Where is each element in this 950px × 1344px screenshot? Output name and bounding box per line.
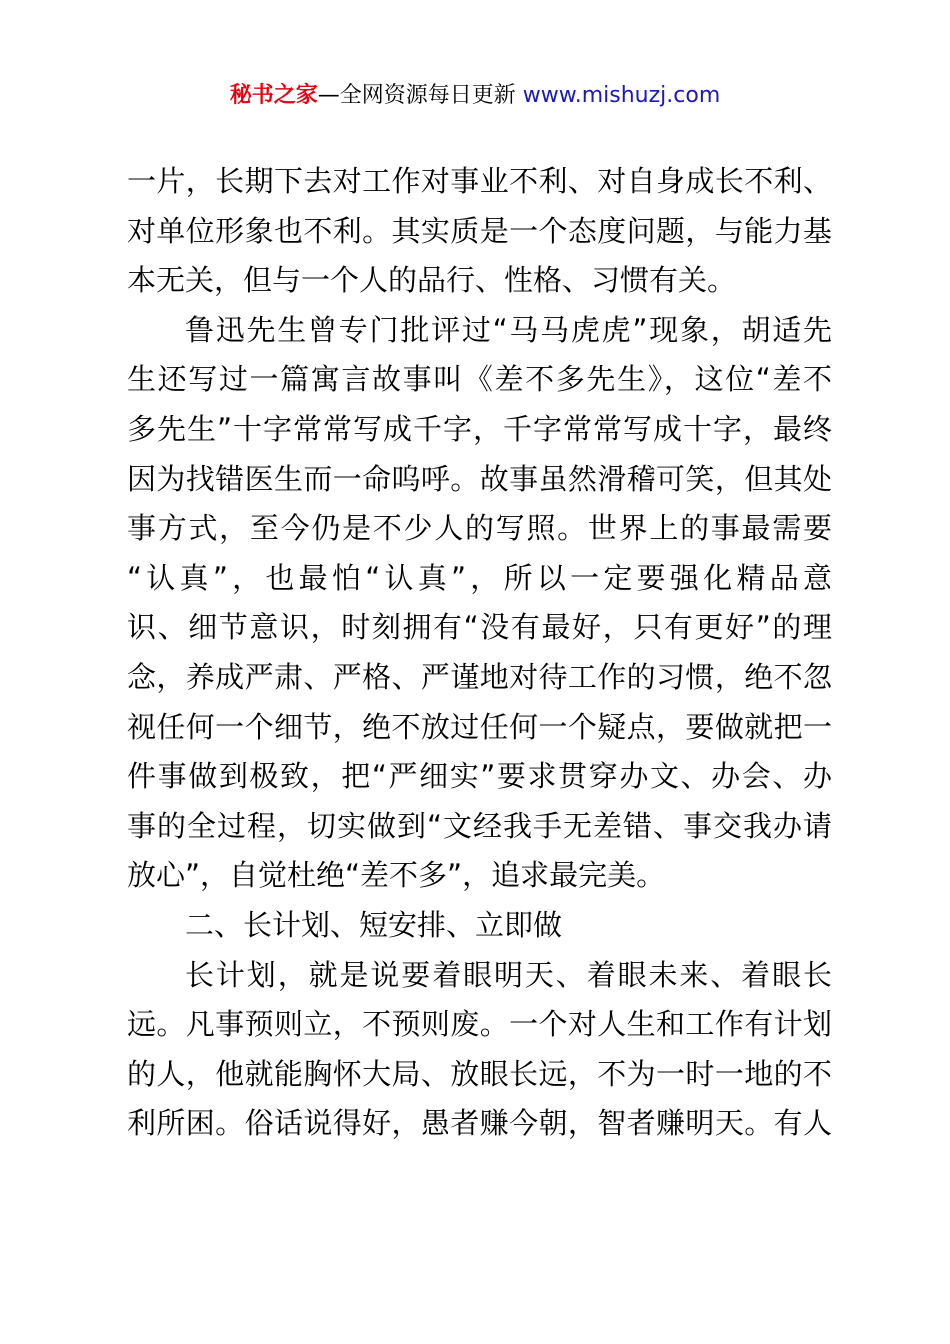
brand-name: 秘书之家	[229, 83, 318, 108]
header-tagline: —全网资源每日更新	[317, 83, 516, 108]
text-line: 因为找错医生而一命呜呼。故事虽然滑稽可笑，但其处	[127, 461, 832, 496]
text-line: 远。凡事预则立，不预则废。一个对人生和工作有计划	[127, 1007, 832, 1042]
text-line: 多先生”十字常常写成千字，千字常常写成十字，最终	[127, 411, 832, 446]
paragraph-first-line: 长计划，就是说要着眼明天、着眼未来、着眼长	[185, 957, 832, 992]
text-line: 事方式，至今仍是不少人的写照。世界上的事最需要	[127, 511, 832, 546]
text-line: 识、细节意识，时刻拥有“没有最好，只有更好”的理	[127, 610, 832, 645]
page-header	[0, 78, 950, 114]
text-line: 利所困。俗话说得好，愚者赚今朝，智者赚明天。有人	[127, 1106, 832, 1141]
text-line: 念，养成严肃、严格、严谨地对待工作的习惯，绝不忽	[127, 659, 832, 694]
text-line: 件事做到极致，把“严细实”要求贯穿办文、办会、办	[127, 759, 832, 794]
text-line: “认真”，也最怕“认真”，所以一定要强化精品意	[127, 560, 832, 595]
text-line: 的人，他就能胸怀大局、放眼长远，不为一时一地的不	[127, 1056, 832, 1091]
text-line: 本无关，但与一个人的品行、性格、习惯有关。	[127, 263, 737, 298]
website-link[interactable]: www.mishuzj.com	[522, 83, 721, 108]
document-body	[127, 157, 832, 1149]
text-line: 对单位形象也不利。其实质是一个态度问题，与能力基	[127, 213, 832, 248]
text-line: 放心”，自觉杜绝“差不多”，追求最完美。	[127, 858, 666, 893]
text-line: 视任何一个细节，绝不放过任何一个疑点，要做就把一	[127, 709, 832, 744]
text-line: 事的全过程，切实做到“文经我手无差错、事交我办请	[127, 808, 832, 843]
paragraph-first-line: 鲁迅先生曾专门批评过“马马虎虎”现象，胡适先	[185, 312, 832, 347]
text-line: 生还写过一篇寓言故事叫《差不多先生》，这位“差不	[127, 362, 832, 397]
text-line: 一片，长期下去对工作对事业不利、对自身成长不利、	[127, 164, 832, 198]
section-heading: 二、长计划、短安排、立即做	[185, 907, 563, 942]
